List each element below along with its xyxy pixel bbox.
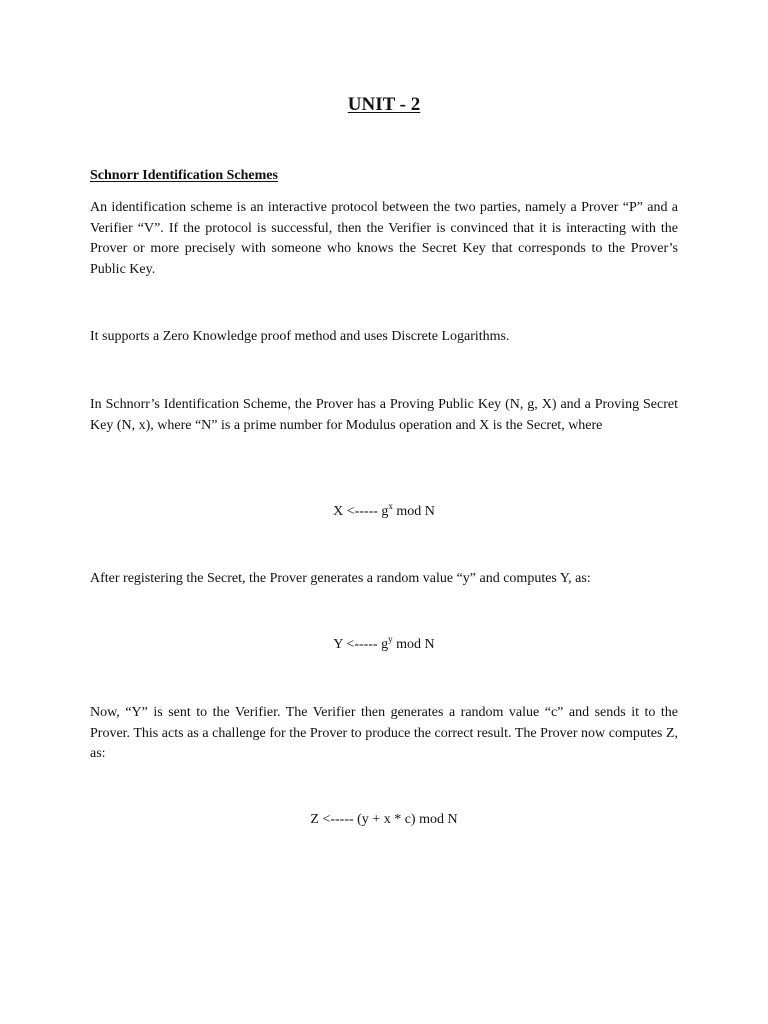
formula-commitment-y — [0, 635, 768, 655]
formula-commitment-y-exponent: y — [388, 634, 393, 644]
formula-commitment-y-rhs: mod N — [392, 637, 435, 652]
page-title-text: UNIT - 2 — [347, 94, 421, 115]
paragraph-identification-scheme: An identification scheme is an interactive protocol between the two parties, namely a Prover “P” and a Verifier “V”. If the protocol is successful, then the Verifier is convinced that it is interacting with the Prover or more precisely with someone who knows the Secret Key that corresponds to the Prover’s Public Key. — [90, 200, 678, 277]
paragraph-zero-knowledge: It supports a Zero Knowledge proof method and uses Discrete Logarithms. — [90, 329, 510, 344]
paragraph-proving-keys: In Schnorr’s Identification Scheme, the Prover has a Proving Public Key (N, g, X) and a Proving Secret Key (N, x), where “N” is a prime number for Modulus operation and X is the Secret, where — [90, 397, 678, 433]
section-heading: Schnorr Identification Schemes — [90, 168, 278, 183]
paragraph-random-value: After registering the Secret, the Prover generates a random value “y” and computes Y, as: — [90, 571, 591, 586]
page-title — [0, 93, 768, 117]
formula-secret-x-lhs: X <----- g — [333, 504, 389, 519]
paragraph-challenge: Now, “Y” is sent to the Verifier. The Verifier then generates a random value “c” and sends it to the Prover. This acts as a challenge for the Prover to produce the correct result. The Prover now computes Z, as: — [90, 705, 678, 761]
formula-secret-x — [0, 502, 768, 522]
formula-commitment-y-lhs: Y <----- g — [333, 637, 389, 652]
formula-secret-x-exponent: x — [388, 501, 393, 511]
formula-secret-x-rhs: mod N — [392, 504, 435, 519]
formula-response-z: Z <----- (y + x * c) mod N — [310, 812, 458, 827]
